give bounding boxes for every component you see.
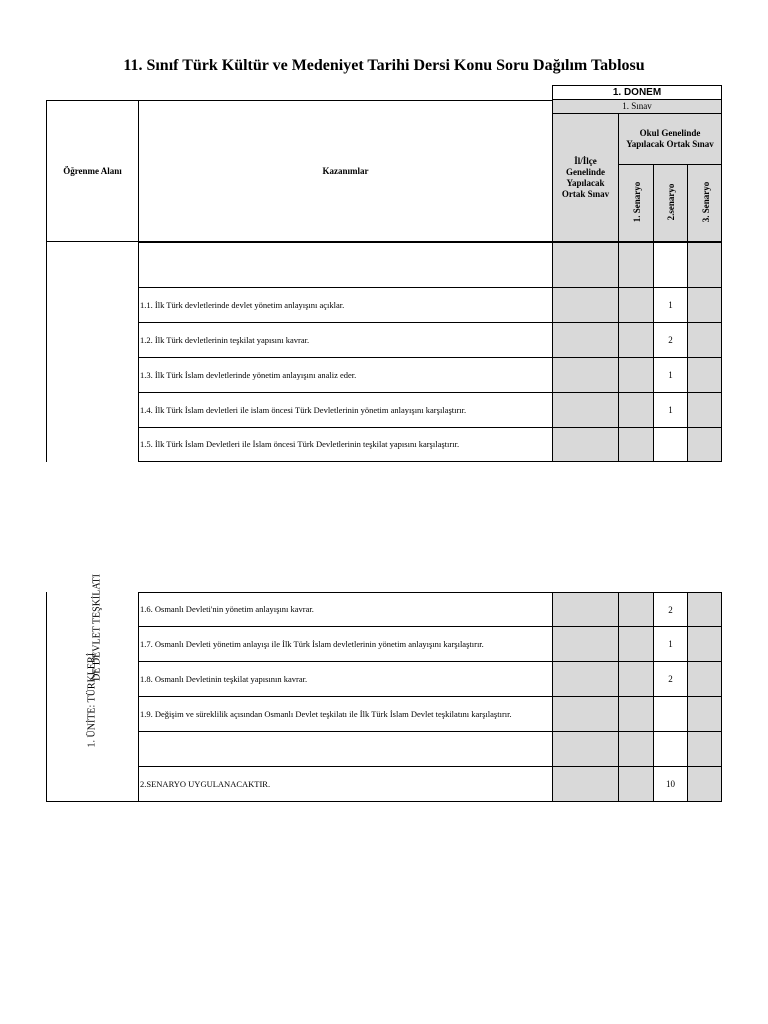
senaryo1-header [618,165,653,242]
ogrenme-alani-cell-top [46,242,138,681]
senaryo2-header [653,165,687,242]
kazanimlar-label: Kazanımlar [322,165,369,176]
senaryo1-cell [618,661,653,697]
senaryo2-cell [653,731,687,767]
senaryo1-cell [618,322,653,358]
il-ilce-cell [552,427,618,462]
ogrenme-alani-header [46,100,138,242]
il-ilce-cell [552,626,618,662]
senaryo3-cell [687,392,722,428]
senaryo2-cell [653,696,687,732]
ogrenme-alani-cell-bottom [46,592,138,802]
page-title: 11. Sınıf Türk Kültür ve Medeniyet Tarihi Dersi Konu Soru Dağılım Tablosu [123,57,645,74]
senaryo3-label: 3. Senaryo [701,181,711,223]
il-ilce-cell [552,696,618,732]
senaryo2-cell [653,427,687,462]
donem-header: 1. DONEM [552,85,722,99]
senaryo1-cell [618,626,653,662]
senaryo3-cell [687,661,722,697]
kazanim-cell: 1.5. İlk Türk İslam Devletleri ile İslam öncesi Türk Devletlerinin teşkilat yapısını karşılaştırır. [138,427,552,462]
senaryo2-cell: 1 [653,626,687,662]
kazanim-cell: 2.SENARYO UYGULANACAKTIR. [138,766,552,802]
senaryo1-cell [618,427,653,462]
il-ilce-cell [552,287,618,323]
senaryo3-cell [687,592,722,627]
senaryo1-cell [618,592,653,627]
senaryo3-cell [687,626,722,662]
kazanim-cell: 1.2. İlk Türk devletlerinin teşkilat yapısını kavrar. [138,322,552,358]
senaryo3-cell [687,731,722,767]
kazanim-cell: 1.4. İlk Türk İslam devletleri ile islam öncesi Türk Devletlerinin yönetim anlayışını karşılaştırır. [138,392,552,428]
il-ilce-cell [552,766,618,802]
il-ilce-line: İl/İlçe [574,155,597,166]
ogrenme-alani-label: Öğrenme Alanı [63,165,122,176]
il-ilce-cell [552,357,618,393]
senaryo1-cell [618,242,653,288]
senaryo2-cell: 1 [653,357,687,393]
kazanim-cell: 1.6. Osmanlı Devleti'nin yönetim anlayışını kavrar. [138,592,552,627]
il-ilce-cell [552,731,618,767]
senaryo2-cell [653,242,687,288]
senaryo1-cell [618,357,653,393]
il-ilce-cell [552,242,618,288]
senaryo2-cell: 1 [653,287,687,323]
kazanim-cell [138,242,552,288]
okul-genelinde-header [618,114,722,165]
senaryo2-cell: 2 [653,592,687,627]
senaryo3-cell [687,696,722,732]
kazanim-cell [138,731,552,767]
senaryo1-label: 1. Senaryo [632,181,642,223]
senaryo1-cell [618,287,653,323]
senaryo3-cell [687,766,722,802]
senaryo3-cell [687,242,722,288]
sinav-label: 1. Sınav [622,101,652,111]
senaryo3-cell [687,427,722,462]
kazanim-cell: 1.8. Osmanlı Devletinin teşkilat yapısının kavrar. [138,661,552,697]
kazanim-cell: 1.1. İlk Türk devletlerinde devlet yönetim anlayışını açıklar. [138,287,552,323]
senaryo3-header [687,165,722,242]
side-label-bottom: 1. ÜNİTE: TÜRKLERİ [86,652,98,748]
senaryo1-cell [618,766,653,802]
side-label-top: DE DEVLET TEŞKİLATI [91,574,103,681]
il-ilce-cell [552,592,618,627]
il-ilce-header [552,114,618,242]
kazanim-cell: 1.3. İlk Türk İslam devletlerinde yönetim anlayışını analiz eder. [138,357,552,393]
il-ilce-line: Yapılacak [566,177,605,188]
senaryo2-cell: 2 [653,322,687,358]
senaryo2-label: 2.senaryo [666,183,676,221]
il-ilce-line: Genelinde [565,166,605,177]
il-ilce-cell [552,392,618,428]
kazanim-cell: 1.7. Osmanlı Devleti yönetim anlayışı ile İlk Türk İslam devletlerinin yönetim anlayışını karşılaştırır. [138,626,552,662]
kazanimlar-header [138,100,552,242]
senaryo2-cell: 1 [653,392,687,428]
il-ilce-line: Ortak Sınav [561,188,610,199]
il-ilce-cell [552,661,618,697]
il-ilce-cell [552,322,618,358]
okul-line: Yapılacak Ortak Sınav [626,139,714,149]
senaryo1-cell [618,696,653,732]
senaryo2-cell: 10 [653,766,687,802]
kazanim-cell: 1.9. Değişim ve süreklilik açısından Osmanlı Devlet teşkilatı ile İlk Türk İslam Devlet teşkilatını karşılaştırır. [138,696,552,732]
senaryo3-cell [687,322,722,358]
senaryo2-cell: 2 [653,661,687,697]
senaryo1-cell [618,392,653,428]
senaryo3-cell [687,287,722,323]
sinav-header [552,99,722,114]
senaryo1-cell [618,731,653,767]
senaryo3-cell [687,357,722,393]
okul-line: Okul Genelinde [639,128,701,138]
